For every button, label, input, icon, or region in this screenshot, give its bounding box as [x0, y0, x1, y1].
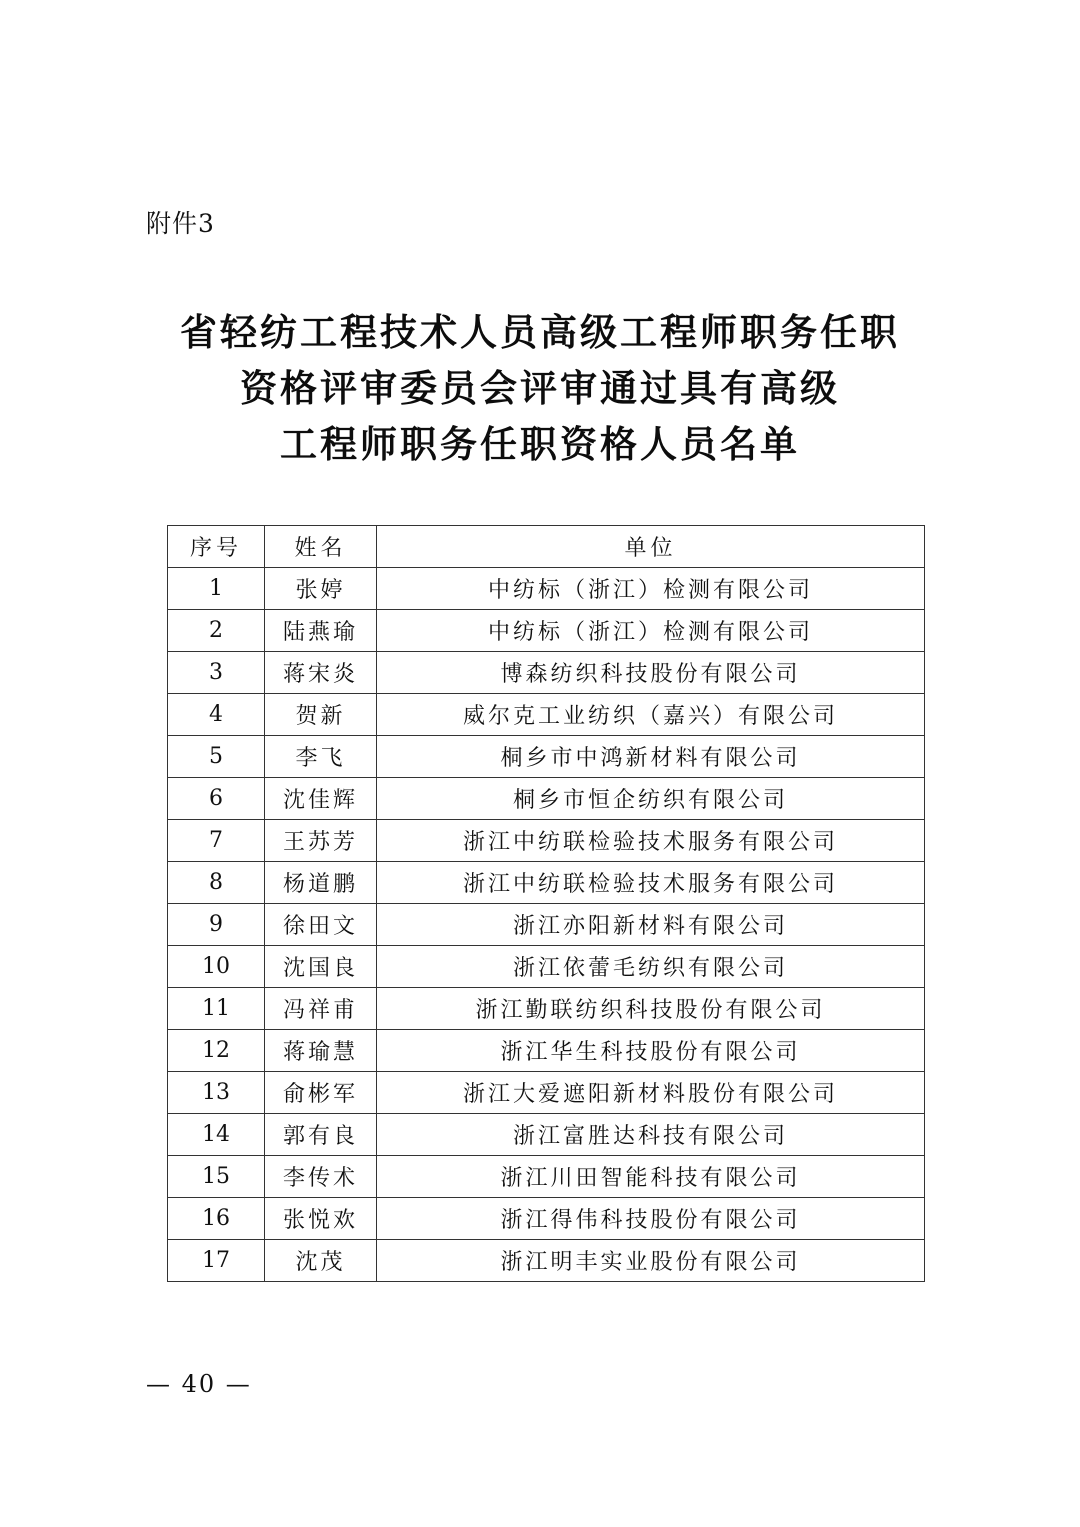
name-cell: 张婷 [265, 568, 377, 610]
attachment-label: 附件3 [146, 209, 215, 238]
serial-number-cell: 14 [168, 1114, 265, 1156]
table-row [168, 946, 925, 988]
unit-cell: 浙江川田智能科技有限公司 [377, 1156, 925, 1198]
table-row [168, 862, 925, 904]
table-row [168, 1156, 925, 1198]
unit-cell: 浙江中纺联检验技术服务有限公司 [377, 862, 925, 904]
serial-number-cell: 1 [168, 568, 265, 610]
table-header-row [168, 526, 925, 568]
table-body [168, 568, 925, 1282]
name-cell: 蒋瑜慧 [265, 1030, 377, 1072]
document-title [0, 305, 1080, 473]
table-row [168, 1198, 925, 1240]
serial-number-cell: 10 [168, 946, 265, 988]
name-cell: 徐田文 [265, 904, 377, 946]
unit-cell: 浙江依蕾毛纺织有限公司 [377, 946, 925, 988]
table-row [168, 820, 925, 862]
serial-number-cell: 9 [168, 904, 265, 946]
serial-number-cell: 7 [168, 820, 265, 862]
table-row [168, 1114, 925, 1156]
personnel-table [167, 525, 925, 1282]
unit-cell: 威尔克工业纺织（嘉兴）有限公司 [377, 694, 925, 736]
serial-number-cell: 11 [168, 988, 265, 1030]
serial-number-cell: 2 [168, 610, 265, 652]
serial-number-cell: 8 [168, 862, 265, 904]
table-row [168, 610, 925, 652]
unit-cell: 浙江中纺联检验技术服务有限公司 [377, 820, 925, 862]
unit-cell: 浙江得伟科技股份有限公司 [377, 1198, 925, 1240]
page-number: — 40 — [146, 1370, 252, 1398]
serial-number-cell: 16 [168, 1198, 265, 1240]
name-cell: 李飞 [265, 736, 377, 778]
title-line: 省轻纺工程技术人员高级工程师职务任职 [180, 311, 900, 354]
table-row [168, 736, 925, 778]
name-cell: 沈国良 [265, 946, 377, 988]
unit-cell: 浙江富胜达科技有限公司 [377, 1114, 925, 1156]
unit-cell: 浙江亦阳新材料有限公司 [377, 904, 925, 946]
unit-cell: 中纺标（浙江）检测有限公司 [377, 610, 925, 652]
table-row [168, 1240, 925, 1282]
name-cell: 沈佳辉 [265, 778, 377, 820]
header-serial-number: 序号 [168, 526, 265, 568]
table-row [168, 904, 925, 946]
table-row [168, 694, 925, 736]
name-cell: 李传术 [265, 1156, 377, 1198]
serial-number-cell: 3 [168, 652, 265, 694]
serial-number-cell: 17 [168, 1240, 265, 1282]
unit-cell: 浙江大爱遮阳新材料股份有限公司 [377, 1072, 925, 1114]
table-row [168, 778, 925, 820]
table-row [168, 1072, 925, 1114]
header-name: 姓名 [265, 526, 377, 568]
title-line: 工程师职务任职资格人员名单 [280, 423, 800, 466]
unit-cell: 浙江明丰实业股份有限公司 [377, 1240, 925, 1282]
serial-number-cell: 6 [168, 778, 265, 820]
table-row [168, 1030, 925, 1072]
table-row [168, 568, 925, 610]
table-row [168, 988, 925, 1030]
unit-cell: 桐乡市恒企纺织有限公司 [377, 778, 925, 820]
title-line: 资格评审委员会评审通过具有高级 [240, 367, 840, 410]
name-cell: 沈茂 [265, 1240, 377, 1282]
table-row [168, 652, 925, 694]
serial-number-cell: 13 [168, 1072, 265, 1114]
name-cell: 王苏芳 [265, 820, 377, 862]
unit-cell: 浙江华生科技股份有限公司 [377, 1030, 925, 1072]
unit-cell: 桐乡市中鸿新材料有限公司 [377, 736, 925, 778]
name-cell: 冯祥甫 [265, 988, 377, 1030]
serial-number-cell: 5 [168, 736, 265, 778]
name-cell: 俞彬军 [265, 1072, 377, 1114]
name-cell: 杨道鹏 [265, 862, 377, 904]
name-cell: 郭有良 [265, 1114, 377, 1156]
serial-number-cell: 4 [168, 694, 265, 736]
name-cell: 张悦欢 [265, 1198, 377, 1240]
unit-cell: 中纺标（浙江）检测有限公司 [377, 568, 925, 610]
name-cell: 蒋宋炎 [265, 652, 377, 694]
unit-cell: 浙江勤联纺织科技股份有限公司 [377, 988, 925, 1030]
name-cell: 陆燕瑜 [265, 610, 377, 652]
serial-number-cell: 15 [168, 1156, 265, 1198]
header-unit: 单位 [377, 526, 925, 568]
serial-number-cell: 12 [168, 1030, 265, 1072]
name-cell: 贺新 [265, 694, 377, 736]
unit-cell: 博森纺织科技股份有限公司 [377, 652, 925, 694]
